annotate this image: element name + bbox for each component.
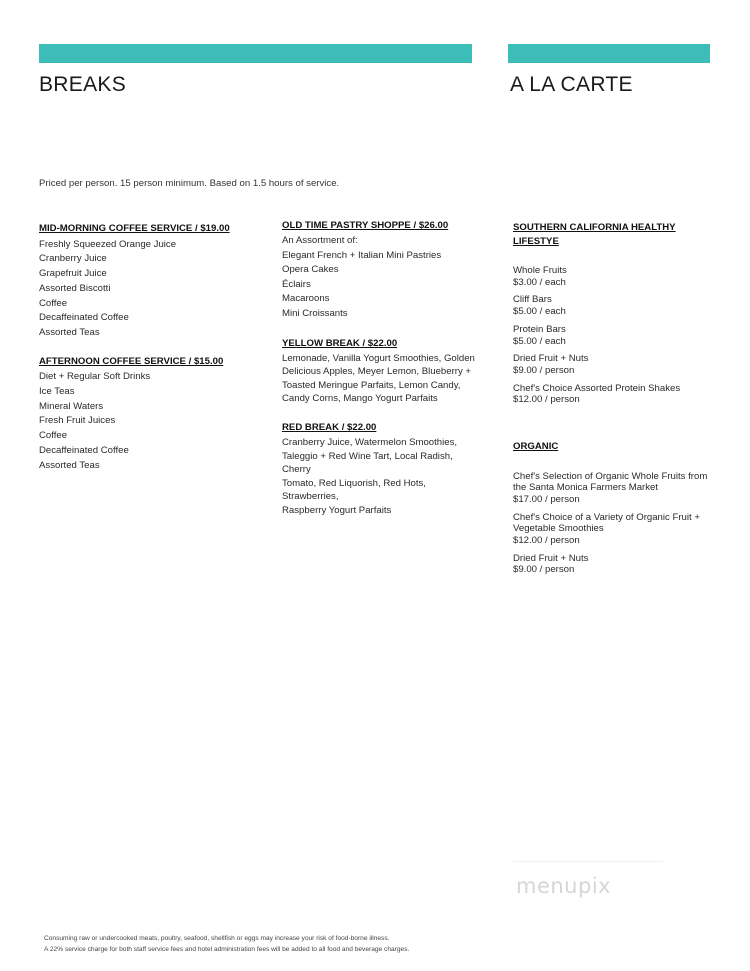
menu-item: Ice Teas bbox=[39, 386, 75, 398]
item-price: $9.00 / person bbox=[513, 364, 575, 376]
menu-item: Coffee bbox=[39, 430, 68, 442]
description-line: Cranberry Juice, Watermelon Smoothies, bbox=[282, 436, 458, 448]
watermark-divider bbox=[513, 861, 663, 862]
item-name: Chef's Selection of Organic Whole Fruits from bbox=[513, 470, 708, 482]
menu-item bbox=[513, 471, 713, 506]
breaks-column-1 bbox=[39, 222, 259, 473]
menu-section-red-break bbox=[282, 422, 482, 518]
menu-item bbox=[513, 353, 713, 376]
menu-item: Mini Croissants bbox=[282, 307, 348, 319]
right-accent-bar bbox=[508, 44, 710, 63]
footer-line: A 22% service charge for both staff service fees and hotel administration fees will be added to all food and beverage charges. bbox=[44, 945, 410, 953]
menu-item: Grapefruit Juice bbox=[39, 268, 107, 280]
menu-section-pastry-shoppe bbox=[282, 220, 482, 322]
description-line: Tomato, Red Liquorish, Red Hots, Strawberries, bbox=[282, 477, 426, 503]
page-title-a-la-carte: A LA CARTE bbox=[510, 73, 633, 96]
menu-item: Coffee bbox=[39, 297, 68, 309]
item-price: $12.00 / person bbox=[513, 535, 580, 547]
menu-section-afternoon bbox=[39, 355, 259, 474]
item-name: Dried Fruit + Nuts bbox=[513, 353, 589, 365]
section-heading: ORGANIC bbox=[513, 441, 559, 453]
menu-section-mid-morning bbox=[39, 222, 259, 341]
footer-line: Consuming raw or undercooked meats, poultry, seafood, shellfish or eggs may increase your risk of food-borne illness. bbox=[44, 935, 390, 942]
menu-item bbox=[513, 265, 713, 288]
menu-item: Decaffeinated Coffee bbox=[39, 444, 129, 456]
description-line: Taleggio + Red Wine Tart, Local Radish, Cherry bbox=[282, 450, 453, 476]
description-line: Delicious Apples, Meyer Lemon, Blueberry + bbox=[282, 366, 472, 378]
menu-item bbox=[513, 383, 713, 406]
menu-item: Cranberry Juice bbox=[39, 253, 107, 265]
pricing-note: Priced per person. 15 person minimum. Based on 1.5 hours of service. bbox=[39, 178, 340, 189]
menu-item: Mineral Waters bbox=[39, 400, 104, 412]
item-name: Cliff Bars bbox=[513, 294, 552, 306]
menu-item: Éclairs bbox=[282, 278, 311, 290]
menu-item: Elegant French + Italian Mini Pastries bbox=[282, 249, 442, 261]
menu-section-yellow-break bbox=[282, 338, 482, 406]
menu-item: Assorted Teas bbox=[39, 459, 100, 471]
footer-disclaimer bbox=[44, 934, 409, 955]
menu-item bbox=[513, 512, 713, 547]
left-accent-bar bbox=[39, 44, 472, 63]
menu-item: Decaffeinated Coffee bbox=[39, 312, 129, 324]
section-heading: RED BREAK / $22.00 bbox=[282, 421, 377, 433]
breaks-column-2 bbox=[282, 220, 482, 518]
item-name: Protein Bars bbox=[513, 323, 566, 335]
item-price: $3.00 / each bbox=[513, 276, 566, 288]
item-price: $17.00 / person bbox=[513, 493, 580, 505]
item-name: Dried Fruit + Nuts bbox=[513, 552, 589, 564]
section-heading bbox=[513, 221, 713, 248]
section-heading: MID-MORNING COFFEE SERVICE / $19.00 bbox=[39, 223, 230, 234]
menu-item: Fresh Fruit Juices bbox=[39, 415, 116, 427]
menu-item: Freshly Squeezed Orange Juice bbox=[39, 238, 177, 250]
item-name: Vegetable Smoothies bbox=[513, 523, 604, 535]
description-line: Candy Corns, Mango Yogurt Parfaits bbox=[282, 393, 438, 405]
menu-item: Macaroons bbox=[282, 293, 330, 305]
item-price: $5.00 / each bbox=[513, 335, 566, 347]
menu-section-organic bbox=[513, 440, 713, 576]
item-price: $9.00 / person bbox=[513, 564, 575, 576]
menu-description bbox=[282, 352, 482, 406]
heading-line: LIFESTYE bbox=[513, 235, 559, 247]
menu-description bbox=[282, 436, 482, 518]
item-name: Chef's Choice of a Variety of Organic Fruit + bbox=[513, 511, 700, 523]
menu-item bbox=[513, 294, 713, 317]
menu-item: Assorted Biscotti bbox=[39, 282, 111, 294]
item-name: Chef's Choice Assorted Protein Shakes bbox=[513, 382, 681, 394]
description-line: Raspberry Yogurt Parfaits bbox=[282, 504, 392, 516]
menu-item bbox=[513, 553, 713, 576]
page-title-breaks: BREAKS bbox=[39, 73, 126, 96]
section-heading: YELLOW BREAK / $22.00 bbox=[282, 337, 398, 349]
menu-item: Opera Cakes bbox=[282, 264, 339, 276]
item-name: Whole Fruits bbox=[513, 265, 567, 276]
menu-item: An Assortment of: bbox=[282, 235, 358, 246]
section-heading: OLD TIME PASTRY SHOPPE / $26.00 bbox=[282, 220, 449, 231]
item-price: $5.00 / each bbox=[513, 306, 566, 318]
heading-line: SOUTHERN CALIFORNIA HEALTHY bbox=[513, 222, 676, 233]
menu-item: Diet + Regular Soft Drinks bbox=[39, 371, 151, 383]
menu-item: Assorted Teas bbox=[39, 326, 100, 338]
description-line: Lemonade, Vanilla Yogurt Smoothies, Golden bbox=[282, 352, 475, 364]
description-line: Toasted Meringue Parfaits, Lemon Candy, bbox=[282, 379, 461, 391]
item-price: $12.00 / person bbox=[513, 394, 580, 406]
a-la-carte-column bbox=[513, 221, 713, 576]
menupix-watermark-logo: menupix bbox=[516, 874, 612, 898]
menu-item bbox=[513, 324, 713, 347]
item-name: the Santa Monica Farmers Market bbox=[513, 482, 659, 494]
menu-section-healthy-lifestyle bbox=[513, 221, 713, 406]
section-heading: AFTERNOON COFFEE SERVICE / $15.00 bbox=[39, 355, 224, 367]
